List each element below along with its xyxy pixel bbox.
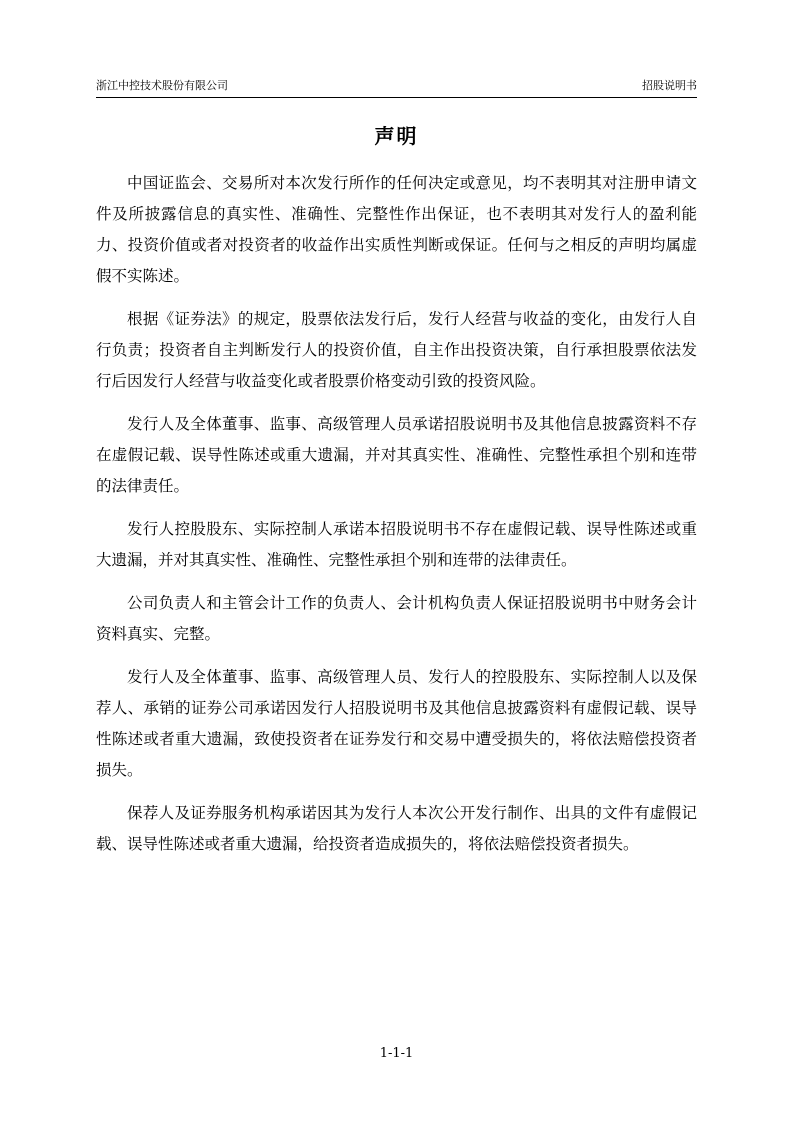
page-title: 声明 bbox=[374, 124, 419, 148]
declaration-body bbox=[96, 168, 697, 872]
paragraph-financial-assurance: 公司负责人和主管会计工作的负责人、会计机构负责人保证招股说明书中财务会计资料真实、完整。 bbox=[96, 594, 697, 643]
paragraph-sponsor-commitment: 保荐人及证券服务机构承诺因其为发行人本次公开发行制作、出具的文件有虚假记载、误导性陈述或者重大遗漏，给投资者造成损失的，将依法赔偿投资者损失。 bbox=[96, 804, 697, 853]
page-number: 1-1-1 bbox=[379, 1046, 414, 1061]
paragraph-regulator-disclaimer: 中国证监会、交易所对本次发行所作的任何决定或意见，均不表明其对注册申请文件及所披露信息的真实性、准确性、完整性作出保证，也不表明其对发行人的盈利能力、投资价值或者对投资者的收益作出实质性判断或保证。任何与之相反的声明均属虚假不实陈述。 bbox=[96, 174, 697, 285]
paragraph-investment-risk: 根据《证券法》的规定，股票依法发行后，发行人经营与收益的变化，由发行人自行负责；投资者自主判断发行人的投资价值，自主作出投资决策，自行承担股票依法发行后因发行人经营与收益变化或者股票价格变动引致的投资风险。 bbox=[96, 310, 697, 390]
paragraph-compensation-commitment: 发行人及全体董事、监事、高级管理人员、发行人的控股股东、实际控制人以及保荐人、承销的证券公司承诺因发行人招股说明书及其他信息披露资料有虚假记载、误导性陈述或者重大遗漏，致使投资者在证券发行和交易中遭受损失的，将依法赔偿投资者损失。 bbox=[96, 668, 697, 779]
paragraph-controlling-shareholder-commitment: 发行人控股股东、实际控制人承诺本招股说明书不存在虚假记载、误导性陈述或重大遗漏，并对其真实性、准确性、完整性承担个别和连带的法律责任。 bbox=[96, 520, 697, 569]
header-document-type: 招股说明书 bbox=[642, 79, 697, 92]
header-company-name: 浙江中控技术股份有限公司 bbox=[96, 79, 228, 92]
paragraph-directors-commitment: 发行人及全体董事、监事、高级管理人员承诺招股说明书及其他信息披露资料不存在虚假记载、误导性陈述或重大遗漏，并对其真实性、准确性、完整性承担个别和连带的法律责任。 bbox=[96, 415, 697, 495]
page-header bbox=[96, 79, 697, 98]
